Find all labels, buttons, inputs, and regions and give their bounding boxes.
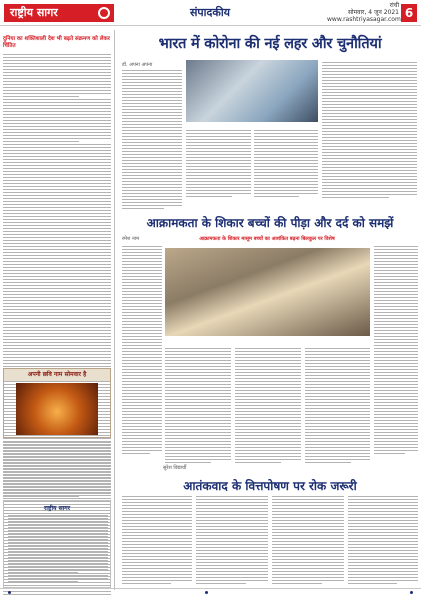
lead-photo — [186, 60, 318, 122]
second-story-text-col3 — [235, 348, 301, 465]
edition-website: www.rashtriyasagar.com — [327, 16, 401, 23]
third-headline: आतंकवाद के वित्तपोषण पर रोक जरूरी — [183, 479, 357, 493]
deity-illustration — [16, 383, 98, 435]
print-line-box — [3, 500, 111, 588]
lead-story-text-col3 — [254, 130, 318, 199]
spiritual-column-title: अपनी छवि नाम सोमवार है — [4, 369, 110, 381]
lead-story-text-col4 — [322, 62, 417, 200]
spiritual-column — [3, 368, 111, 438]
third-story-text-col3 — [272, 496, 344, 586]
page-number: 6 — [401, 4, 417, 22]
brand-name: राष्ट्रीय सागर — [10, 6, 58, 19]
children-photo — [165, 248, 370, 336]
section-title: संपादकीय — [190, 6, 231, 19]
edition-date: सोमवार, 4 जून 2021 — [347, 9, 399, 16]
second-story-text-col1 — [122, 246, 162, 456]
lead-headline: भारत में कोरोना की नई लहर और चुनौतियां — [158, 36, 382, 52]
edition-city: रांची — [389, 2, 399, 9]
brand-logo-icon — [98, 7, 110, 19]
masthead — [0, 0, 421, 26]
second-story-text-col2 — [165, 348, 231, 465]
page-footer — [0, 588, 421, 595]
left-column-headline: दुनिया का शक्तिशाली देश भी बढ़ते संक्रमण को लेकर चिंतित — [3, 36, 110, 49]
newspaper-brand — [4, 4, 114, 22]
lead-story-text-col2 — [186, 130, 251, 199]
second-headline: आक्रामकता के शिकार बच्चों की पीड़ा और दर्द को समझें — [146, 216, 394, 230]
lead-story-text-col1 — [122, 70, 182, 211]
registration-mark-icon — [410, 591, 413, 594]
second-story-text-col5 — [374, 246, 418, 456]
third-story-text-col2 — [196, 496, 268, 586]
print-line-text — [8, 515, 108, 584]
left-column — [3, 30, 115, 590]
registration-mark-icon — [205, 591, 208, 594]
photo-caption-strip: आक्रामकता के शिकार मासूम बच्चों का आशंकित बढ़ना बिलकुल पर विशेष — [199, 236, 335, 242]
third-byline: सुरेश विद्यार्थी — [163, 465, 187, 471]
third-story-text-col1 — [122, 496, 192, 586]
third-story-text-col4 — [348, 496, 418, 586]
lead-byline: डॉ. अपना अपना — [122, 62, 153, 68]
second-byline: रमेश नाम — [122, 236, 140, 242]
spiritual-column-text — [3, 442, 111, 499]
registration-mark-icon — [8, 591, 11, 594]
second-story-text-col4 — [305, 348, 370, 465]
print-line-title: राष्ट्रीय सागर — [43, 505, 71, 512]
edition-info — [327, 2, 399, 23]
